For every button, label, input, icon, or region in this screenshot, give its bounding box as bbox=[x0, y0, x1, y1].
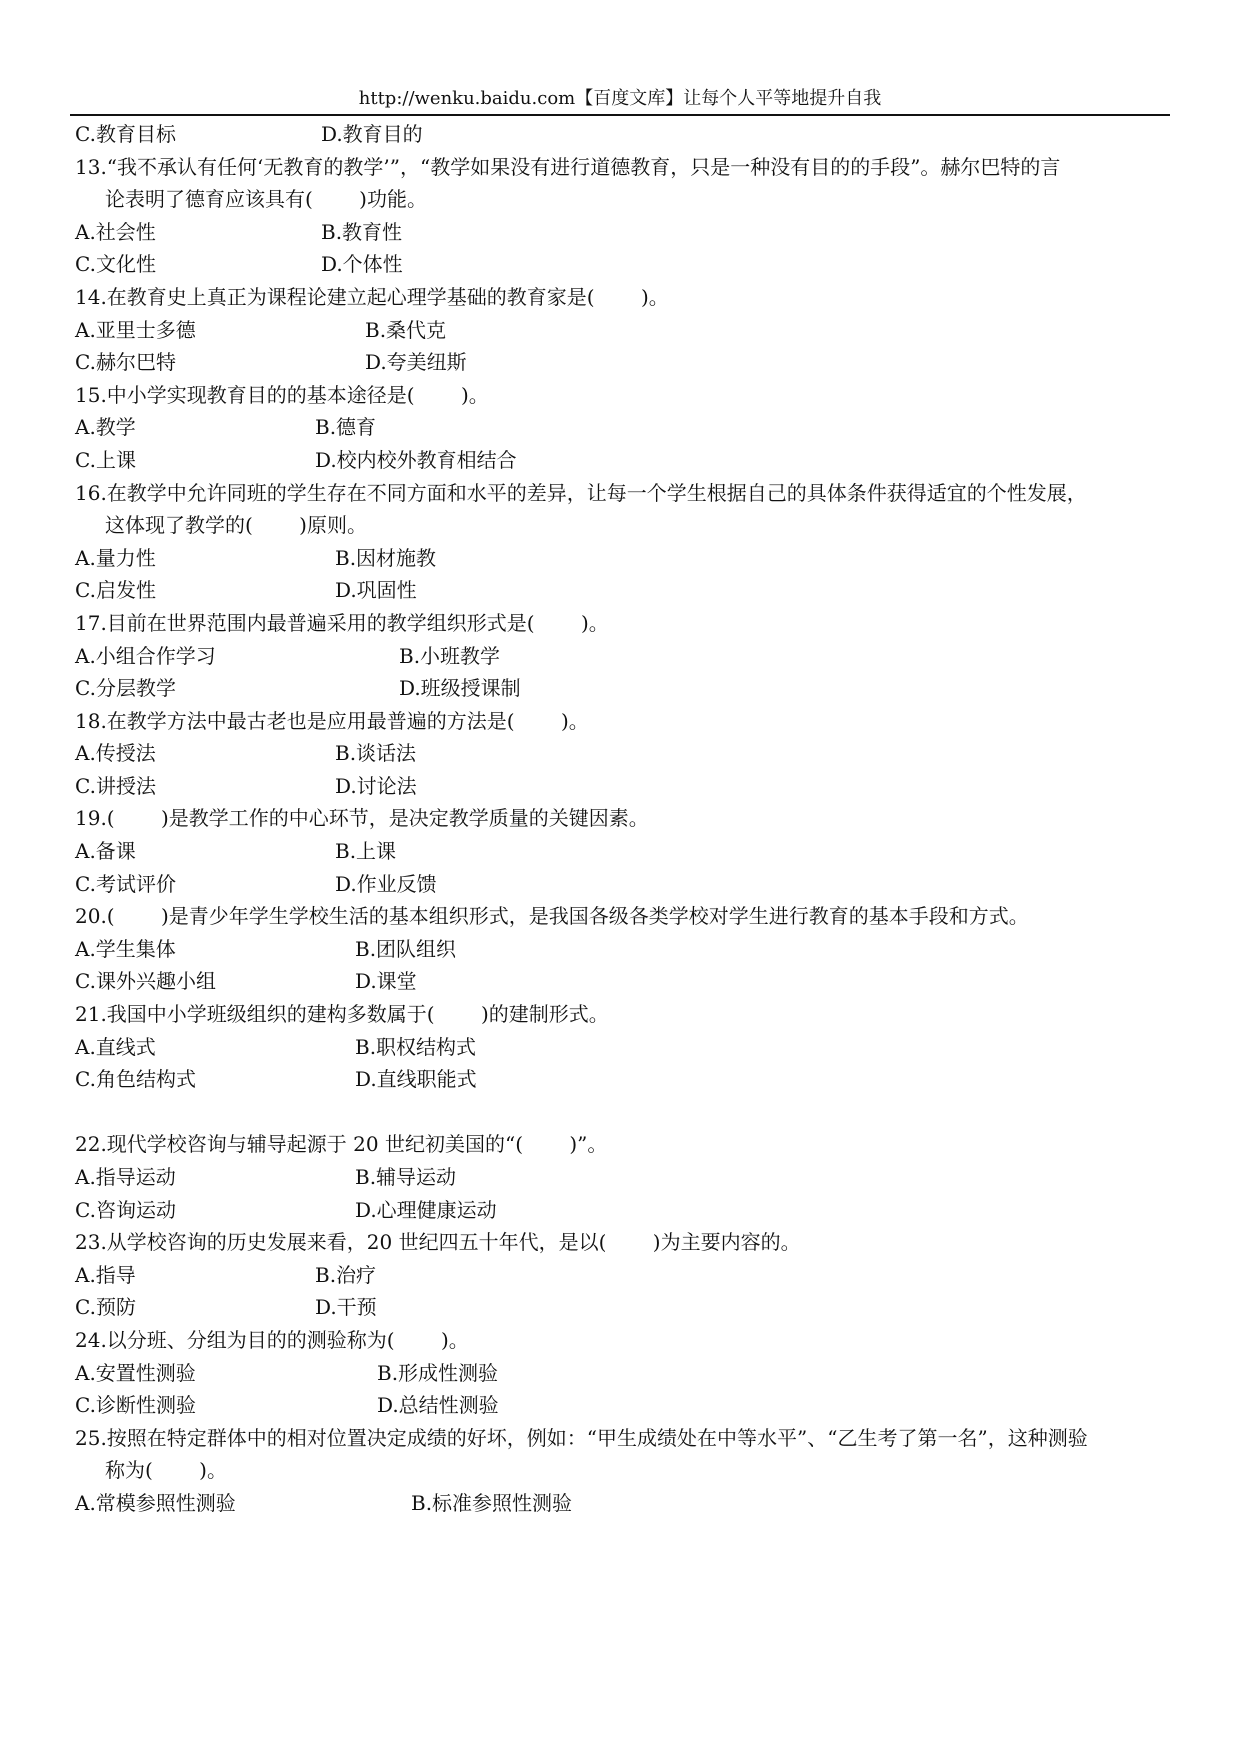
question-text: 22.现代学校咨询与辅导起源于 20 世纪初美国的“( )”。 bbox=[75, 1132, 608, 1157]
option-row bbox=[75, 933, 1175, 966]
option-row bbox=[75, 248, 1175, 281]
question-list bbox=[75, 118, 1175, 1520]
option-a: A.亚里士多德 bbox=[75, 317, 196, 342]
option-a: A.传授法 bbox=[75, 741, 156, 766]
option-d: D.课堂 bbox=[355, 969, 417, 994]
question-14 bbox=[75, 281, 1175, 379]
option-row bbox=[75, 444, 1175, 477]
option-a: A.教学 bbox=[75, 415, 136, 440]
option-c: C.讲授法 bbox=[75, 773, 156, 798]
question-text-continued: 称为( )。 bbox=[105, 1458, 227, 1483]
option-row bbox=[75, 1291, 1175, 1324]
option-c: C.文化性 bbox=[75, 252, 156, 277]
option-d: D.干预 bbox=[315, 1295, 377, 1320]
blank-gap bbox=[75, 1096, 1175, 1129]
option-d: D.校内校外教育相结合 bbox=[315, 447, 517, 472]
option-b: B.治疗 bbox=[315, 1262, 377, 1287]
option-a: A.量力性 bbox=[75, 545, 156, 570]
option-c: C.启发性 bbox=[75, 578, 156, 603]
option-c: C.上课 bbox=[75, 447, 136, 472]
option-c: C.预防 bbox=[75, 1295, 136, 1320]
option-c: C.课外兴趣小组 bbox=[75, 969, 216, 994]
question-21 bbox=[75, 998, 1175, 1096]
option-row bbox=[75, 1259, 1175, 1292]
option-d: D.直线职能式 bbox=[355, 1067, 477, 1092]
option-d: D.个体性 bbox=[321, 252, 403, 277]
option-d: D.作业反馈 bbox=[335, 871, 437, 896]
option-c: C.分层教学 bbox=[75, 676, 176, 701]
question-text-continued: 这体现了教学的( )原则。 bbox=[105, 513, 367, 538]
question-text: 14.在教育史上真正为课程论建立起心理学基础的教育家是( )。 bbox=[75, 284, 669, 309]
question-text: 16.在教学中允许同班的学生存在不同方面和水平的差异，让每一个学生根据自己的具体条件获得适宜的个性发展， bbox=[75, 480, 1087, 505]
option-d: D.班级授课制 bbox=[399, 676, 521, 701]
question-25 bbox=[75, 1422, 1175, 1520]
option-row bbox=[75, 346, 1175, 379]
question-text: 23.从学校咨询的历史发展来看，20 世纪四五十年代，是以( )为主要内容的。 bbox=[75, 1230, 801, 1255]
question-19 bbox=[75, 802, 1175, 900]
option-row bbox=[75, 1063, 1175, 1096]
option-row bbox=[75, 965, 1175, 998]
option-b: B.团队组织 bbox=[355, 936, 457, 961]
option-a: A.安置性测验 bbox=[75, 1360, 196, 1385]
option-row bbox=[75, 314, 1175, 347]
option-d: D.教育目的 bbox=[321, 122, 423, 146]
option-row bbox=[75, 672, 1175, 705]
question-text: 21.我国中小学班级组织的建构多数属于( )的建制形式。 bbox=[75, 1002, 609, 1027]
option-a: A.指导运动 bbox=[75, 1165, 176, 1189]
option-row bbox=[75, 411, 1175, 444]
option-row bbox=[75, 835, 1175, 868]
question-text: 25.按照在特定群体中的相对位置决定成绩的好坏，例如：“甲生成绩处在中等水平”、“乙生考了第一名”，这种测验 bbox=[75, 1425, 1088, 1450]
option-row bbox=[75, 574, 1175, 607]
option-a: A.直线式 bbox=[75, 1034, 156, 1059]
option-row bbox=[75, 640, 1175, 673]
option-row bbox=[75, 737, 1175, 770]
option-b: B.职权结构式 bbox=[355, 1034, 477, 1059]
option-a: A.学生集体 bbox=[75, 936, 176, 961]
option-row bbox=[75, 1194, 1175, 1227]
option-row bbox=[75, 1357, 1175, 1390]
option-b: B.桑代克 bbox=[365, 317, 447, 342]
question-16 bbox=[75, 477, 1175, 607]
option-a: A.社会性 bbox=[75, 219, 156, 244]
option-row bbox=[75, 1031, 1175, 1064]
option-b: B.形成性测验 bbox=[377, 1360, 499, 1385]
option-c: C.诊断性测验 bbox=[75, 1393, 196, 1418]
question-17 bbox=[75, 607, 1175, 705]
option-row bbox=[75, 1389, 1175, 1422]
option-a: A.指导 bbox=[75, 1262, 136, 1287]
option-d: D.夸美纽斯 bbox=[365, 350, 467, 375]
question-23 bbox=[75, 1226, 1175, 1324]
question-24 bbox=[75, 1324, 1175, 1422]
option-b: B.小班教学 bbox=[399, 643, 501, 668]
question-22 bbox=[75, 1128, 1175, 1226]
question-text: 17.目前在世界范围内最普遍采用的教学组织形式是( )。 bbox=[75, 610, 609, 635]
option-b: B.德育 bbox=[315, 415, 377, 440]
option-b: B.谈话法 bbox=[335, 741, 417, 766]
option-c: C.考试评价 bbox=[75, 871, 176, 896]
option-b: B.标准参照性测验 bbox=[411, 1490, 573, 1515]
option-d: D.心理健康运动 bbox=[355, 1197, 497, 1222]
question-text: 13.“我不承认有任何‘无教育的教学’”，“教学如果没有进行道德教育，只是一种没有目的的手段”。赫尔巴特的言 bbox=[75, 154, 1061, 179]
option-row bbox=[75, 770, 1175, 803]
question-20 bbox=[75, 900, 1175, 998]
option-b: B.辅导运动 bbox=[355, 1165, 457, 1189]
option-c: C.角色结构式 bbox=[75, 1067, 196, 1092]
option-c: C.咨询运动 bbox=[75, 1197, 176, 1222]
header-divider bbox=[70, 114, 1170, 116]
option-b: B.因材施教 bbox=[335, 545, 437, 570]
question-18 bbox=[75, 705, 1175, 803]
option-row bbox=[75, 216, 1175, 249]
question-text: 20.( )是青少年学生学校生活的基本组织形式，是我国各级各类学校对学生进行教育的基本手段和方式。 bbox=[75, 904, 1029, 929]
question-text-continued: 论表明了德育应该具有( )功能。 bbox=[105, 187, 427, 212]
page-header: http://wenku.baidu.com【百度文库】让每个人平等地提升自我 bbox=[358, 88, 882, 109]
option-row bbox=[75, 1487, 1175, 1520]
question-15 bbox=[75, 379, 1175, 477]
option-a: A.备课 bbox=[75, 839, 136, 864]
option-b: B.上课 bbox=[335, 839, 397, 864]
option-row bbox=[75, 542, 1175, 575]
option-d: D.巩固性 bbox=[335, 578, 417, 603]
option-a: A.小组合作学习 bbox=[75, 643, 216, 668]
question-text: 24.以分班、分组为目的的测验称为( )。 bbox=[75, 1327, 469, 1352]
option-d: D.讨论法 bbox=[335, 773, 417, 798]
option-c: C.赫尔巴特 bbox=[75, 350, 176, 375]
option-c: C.教育目标 bbox=[75, 122, 176, 146]
question-13 bbox=[75, 151, 1175, 281]
question-text: 15.中小学实现教育目的的基本途径是( )。 bbox=[75, 382, 489, 407]
option-a: A.常模参照性测验 bbox=[75, 1490, 236, 1515]
question-text: 19.( )是教学工作的中心环节，是决定教学质量的关键因素。 bbox=[75, 806, 649, 831]
option-d: D.总结性测验 bbox=[377, 1393, 499, 1418]
option-row bbox=[75, 1161, 1175, 1194]
question-text: 18.在教学方法中最古老也是应用最普遍的方法是( )。 bbox=[75, 708, 589, 733]
option-row bbox=[75, 118, 1175, 151]
option-row bbox=[75, 868, 1175, 901]
option-b: B.教育性 bbox=[321, 219, 403, 244]
